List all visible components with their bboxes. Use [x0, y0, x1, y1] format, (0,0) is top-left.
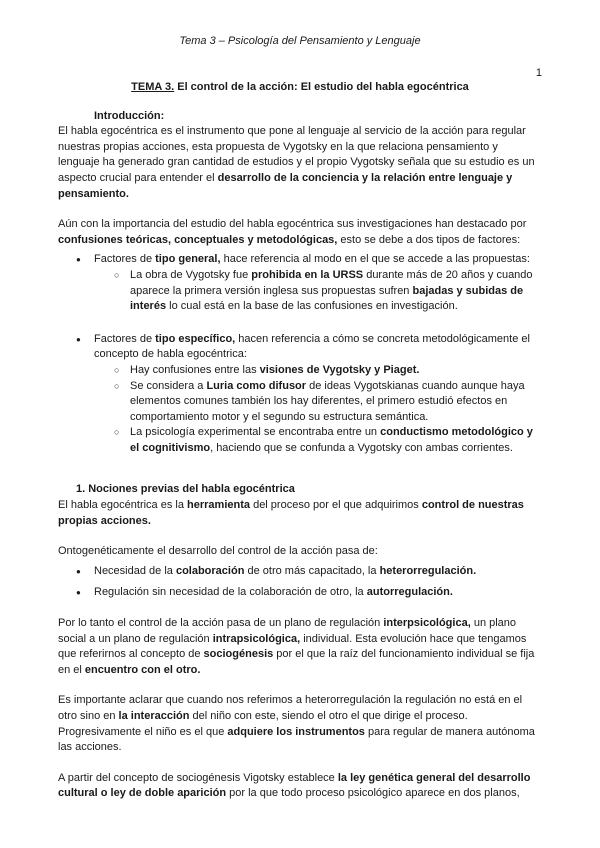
document-body — [58, 80, 542, 802]
intro-paragraph-2: Aún con la importancia del estudio del habla egocéntrica sus investigaciones han destacado por confusiones teóricas, conceptuales y metodológicas, esto se debe a dos tipos de factores: — [58, 218, 527, 246]
intro-heading: Introducción: — [94, 109, 165, 122]
title-prefix: TEMA 3. — [131, 81, 175, 93]
list-item: ○ Se considera a Luria como difusor de ideas Vygotskianas cuando aunque haya elementos comunes también los hay diferentes, el primero estudió efectos en comportamiento motor y el segundo su estructura semántica. — [94, 379, 542, 426]
list-item: ○ La psicología experimental se encontraba entre un conductismo metodológico y el cognitivismo, haciendo que se confunda a Vygotsky con ambas corrientes. — [94, 425, 542, 456]
list-item: ○ Hay confusiones entre las visiones de Vygotsky y Piaget. — [94, 363, 542, 379]
section-1-paragraph-2: Ontogenéticamente el desarrollo del control de la acción pasa de: — [58, 545, 378, 558]
list-item: ● Regulación sin necesidad de la colaboración de otro, la autorregulación. — [58, 585, 542, 601]
page-header: Tema 3 – Psicología del Pensamiento y Lenguaje — [179, 35, 421, 47]
section-1-paragraph-4: Es importante aclarar que cuando nos referimos a heterorregulación la regulación no está en el otro sino en la interacción del niño con este, siendo el otro el que dirige el proceso. Progresivamente el niño es el que adquiere los instrumentos para regular de manera autónoma las acciones. — [58, 694, 535, 754]
title-rest: El control de la acción: El estudio del habla egocéntrica — [174, 81, 469, 93]
specific-factors-sublist — [94, 363, 542, 457]
page-number: 1 — [535, 67, 542, 79]
intro-paragraph-1: El habla egocéntrica es el instrumento que pone al lenguaje al servicio de la acción para regular nuestras propias acciones, esta propuesta de Vygotsky en la que relaciona pensamiento y lenguaje ha generado gran cantidad de estudios y el propio Vygotsky señala que su estudio es un aspecto crucial para entender el desarrollo de la conciencia y la relación entre lenguaje y pensamiento. — [58, 125, 535, 200]
section-1-paragraph-3: Por lo tanto el control de la acción pasa de un plano de regulación interpsicológica, un plano social a un plano de regulación intrapsicológica, individual. Esta evolución hace que tengamos que referirnos al concepto de sociogénesis por el que la raíz del funcionamiento individual se fija en el encuentro con el otro. — [58, 617, 535, 676]
list-item: ● Necesidad de la colaboración de otro más capacitado, la heterorregulación. — [58, 564, 542, 580]
list-item-general-factors: ● Factores de tipo general, hace referencia al modo en el que se accede a las propuestas: ○ La obra de Vygotsky fue prohibida en la URSS durante más de 20 años y cuando aparece la primera versión inglesa sus propuestas sufren bajadas y subidas de interés lo cual está en la base de las confusiones en investigación. — [58, 252, 542, 314]
document-title — [58, 80, 542, 96]
section-1-paragraph-1: El habla egocéntrica es la herramienta del proceso por el que adquirimos control de nuestras propias acciones. — [58, 499, 524, 527]
general-factors-sublist — [94, 268, 542, 315]
section-1-paragraph-5: A partir del concepto de sociogénesis Vigotsky establece la ley genética general del desarrollo cultural o ley de doble aparición por la que todo proceso psicológico aparece en dos planos, — [58, 771, 531, 800]
factors-list — [58, 252, 542, 456]
regulation-list — [58, 564, 542, 601]
list-item-specific-factors: ● Factores de tipo específico, hacen referencia a cómo se concreta metodológicamente el concepto de habla egocéntrica: ○ Hay confusiones entre las visiones de Vygotsky y Piaget. ○ Se considera a Luria como difusor de ideas Vygotskianas cuando aunque haya elementos comunes también los hay diferentes, el primero estudió efectos en comportamiento motor y el segundo su estructura semántica. ○ La psicología experimental se encontraba entre un conductismo metodológico y el cognitivismo, haciendo que se confunda a Vygotsky con ambas corrientes. — [58, 332, 542, 457]
section-1-heading: 1. Nociones previas del habla egocéntrica — [76, 483, 295, 496]
list-item: ○ La obra de Vygotsky fue prohibida en la URSS durante más de 20 años y cuando aparece la primera versión inglesa sus propuestas sufren bajadas y subidas de interés lo cual está en la base de las confusiones en investigación. — [94, 268, 542, 315]
